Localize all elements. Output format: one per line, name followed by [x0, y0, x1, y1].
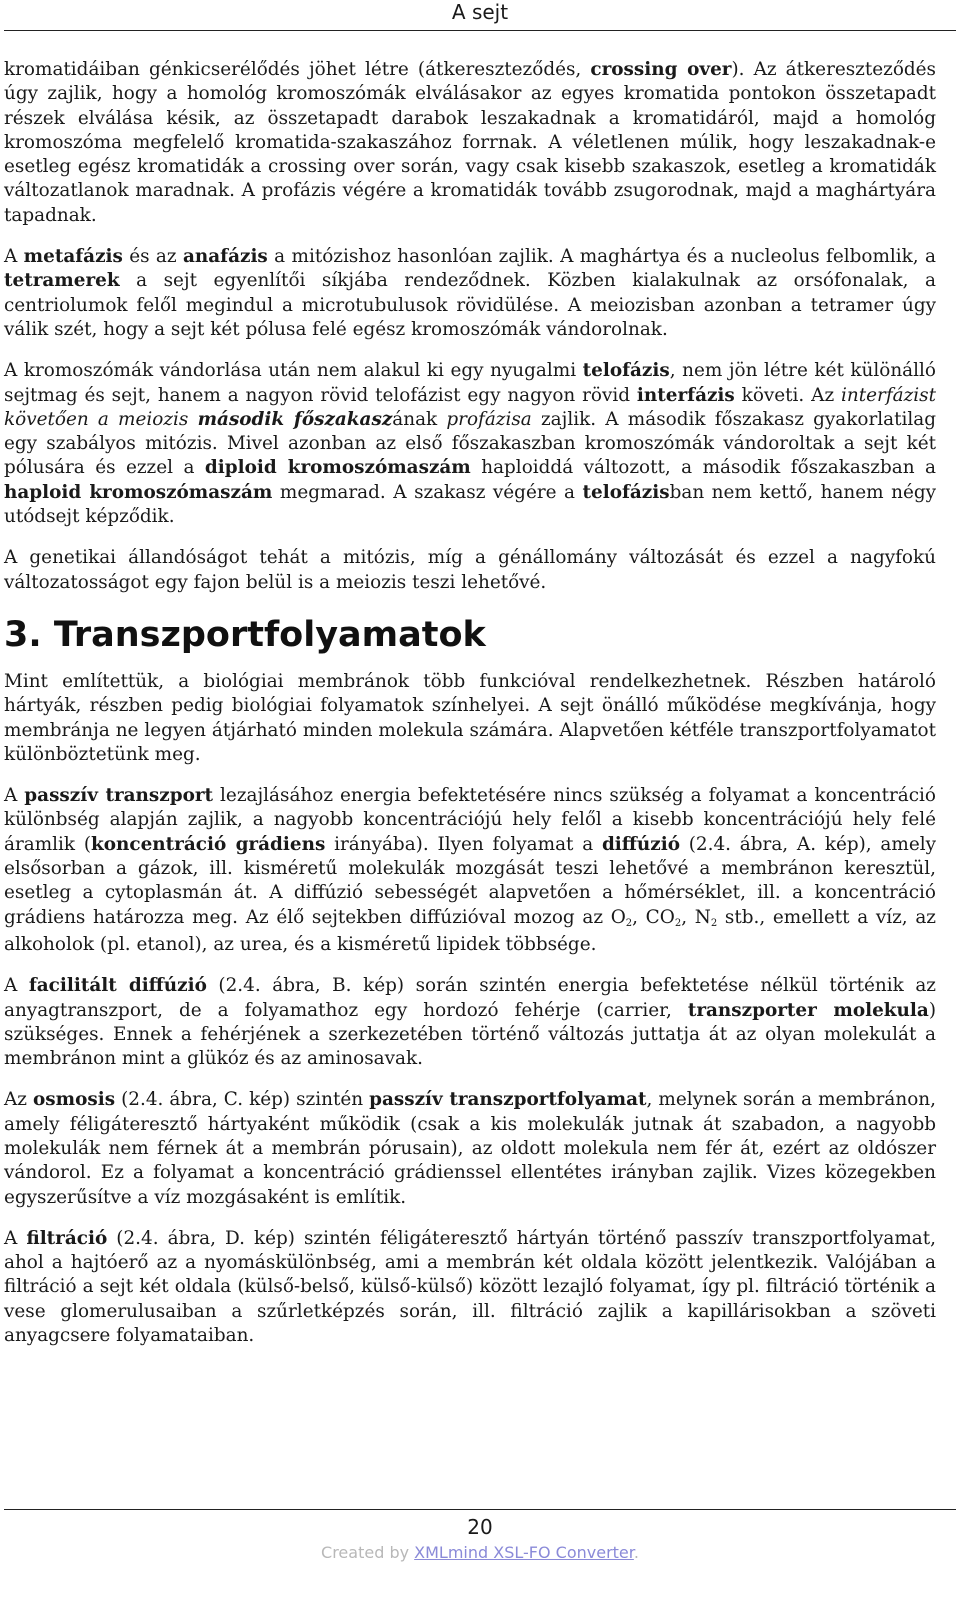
text-run: A — [4, 1227, 27, 1249]
term-osmosis: osmosis — [33, 1089, 116, 1111]
paragraph-passive-transport — [4, 784, 936, 957]
text-run: lezajlásához energia befektetésére nincs szükség a folyamat a koncentráció különbség alapján zajlik, a nagyobb koncentrációjú hely felől a kisebb koncentrációjú hely felé áramlik ( — [4, 785, 936, 855]
paragraph-metaphase-anaphase — [4, 245, 936, 342]
paragraph-membranes-intro — [4, 670, 936, 767]
page-number: 20 — [467, 1515, 493, 1539]
subscript: 2 — [625, 917, 633, 929]
text-run: a mitózishoz hasonlóan zajlik. A maghártya és a nucleolus felbomlik, a — [267, 246, 936, 268]
text-run: kromatidáiban génkicserélődés jöhet létre (átkereszteződés, — [4, 59, 591, 80]
document-body — [4, 58, 936, 1365]
term-passziv-transzport: passzív transzport — [24, 785, 214, 807]
term-telofazis: telofázis — [582, 481, 670, 503]
text-run: ban nem kettő, hanem négy utódsejt képződik. — [4, 481, 936, 528]
text-run: (2.4. ábra, A. kép), amely elsősorban a gázok, ill. kisméretű molekulák mozgását teszi lehetővé a membránon keresztül, esetleg a cytoplasmán át. A diffúzió sebességét alapvetően a hőmérséklet, ill. a koncentráció grádiens határozza meg. Az élő sejtekben diffúzióval mozog az O — [4, 833, 936, 928]
text-run: megmarad. A szakasz végére a — [272, 481, 583, 503]
paragraph-genetic-stability — [4, 546, 936, 595]
text-run: ). Az átkereszteződés úgy zajlik, hogy a homológ kromoszómák elválásakor az egyes kromatida pontokon összetapadt részek elválása késik, az összetapadt darabok leszakadnak a kromatidáról, majd a homológ kromoszóma megfelelő kromatida-szakaszához forrnak. A véletlenen múlik, hogy leszakadnak-e esetleg egész kromatidák a crossing over során, vagy csak kisebb szakaszok, esetleg a kromatidák változatlanok maradnak. A profázis végére a kromatidák tovább zsugorodnak, majd a maghártyára tapadnak. — [4, 59, 936, 226]
text-run: A — [4, 975, 29, 997]
term-haploid-kromoszomaszam: haploid kromoszómaszám — [4, 481, 273, 503]
text-run: stb., emellett a víz, az alkoholok (pl. etanol), az urea, és a kisméretű lipidek többsége. — [4, 906, 936, 955]
paragraph-osmosis — [4, 1088, 936, 1209]
text-run: zajlik. A második főszakasz gyakorlatilag egy szabályos mitózis. Mivel azonban az első főszakaszban kromoszómák vándoroltak a sejt két pólusára és ezzel a — [4, 408, 936, 479]
text-run: Mint említettük, a biológiai membránok több funkcióval rendelkezhetnek. Részben határoló hártyák, részben pedig biológiai folyamatok színhelyei. A sejt önálló működése megkívánja, hogy membránja ne legyen átjárható minden molekula számára. Alapvetően kétféle transzportfolyamatot különböztetünk meg. — [4, 670, 936, 765]
text-run: A genetikai állandóságot tehát a mitózis, míg a génállomány változását és ezzel a nagyfokú változatosságot egy fajon belül is a meiozis teszi lehetővé. — [4, 547, 936, 593]
credit-prefix: Created by — [321, 1543, 415, 1562]
text-run: (2.4. ábra, D. kép) szintén féligáteresztő hártyán történő passzív transzportfolyamat, ahol a hajtóerő az a nyomáskülönbség, ami a membrán két oldala között jelentkezik. Valójában a filtráció a sejt két oldala (külső-belső, külső-külső) között lezajló folyamat, így pl. filtráció történik a vese glomerulusaiban a szűrletképzés során, ill. filtráció zajlik a kapillárisokban a szöveti anyagcsere folyamataiban. — [4, 1227, 936, 1347]
text-run: , nem jön létre két különálló sejtmag és sejt, hanem a nagyon rövid telofázist egy nagyon rövid — [4, 360, 936, 406]
text-run: , CO — [632, 906, 675, 928]
subscript: 2 — [710, 917, 718, 929]
text-run: A — [4, 785, 25, 807]
text-run: ) szükséges. Ennek a fehérjének a szerkezetében történő változás juttatja át az olyan molekulát a membránon mint a glükóz és az aminosavak. — [4, 999, 936, 1070]
footer-credit — [0, 1543, 960, 1563]
term-diffuzio: diffúzió — [601, 833, 680, 855]
term-passziv-transzportfolyamat: passzív transzportfolyamat — [369, 1089, 647, 1111]
paragraph-filtration — [4, 1227, 936, 1348]
subscript: 2 — [674, 917, 682, 929]
term-crossing-over: crossing over — [590, 59, 732, 80]
italic-run: interfázist követően a meiozis — [4, 384, 936, 430]
term-interfazis: interfázis — [636, 384, 735, 406]
term-metafazis: metafázis — [23, 246, 123, 268]
paragraph-crossing-over — [4, 58, 936, 228]
credit-suffix: . — [633, 1543, 639, 1562]
text-run: , N — [681, 906, 711, 928]
text-run: A — [4, 246, 24, 268]
term-diploid-kromoszomaszam: diploid kromoszómaszám — [204, 457, 471, 479]
running-header: A sejt — [451, 0, 509, 24]
term-telofazis: telofázis — [582, 360, 670, 382]
italic-profazisa: profázisa — [446, 408, 532, 430]
section-heading: 3. Transzportfolyamatok — [4, 614, 486, 655]
paragraph-facilitated-diffusion — [4, 974, 936, 1071]
header-rule — [4, 30, 956, 31]
paragraph-telophase — [4, 359, 936, 529]
term-facilitalt-diffuzio: facilitált diffúzió — [28, 975, 207, 997]
footer-rule — [4, 1509, 956, 1510]
text-run: (2.4. ábra, B. kép) során szintén energia befektetése nélkül történik az anyagtranszport, de a folyamathoz egy hordozó fehérje (carrier, — [4, 975, 936, 1021]
term-filtracio: filtráció — [26, 1227, 108, 1249]
converter-link[interactable]: XMLmind XSL-FO Converter — [414, 1543, 634, 1562]
term-masodik-foszakasz: második főszakasz — [197, 408, 393, 430]
text-run: irányába). Ilyen folyamat a — [325, 833, 602, 855]
term-tetramerek: tetramerek — [4, 270, 120, 292]
text-run: ának — [392, 408, 447, 430]
term-koncentracio-gradiens: koncentráció grádiens — [91, 833, 326, 855]
text-run: követi. Az — [734, 384, 842, 406]
text-run: (2.4. ábra, C. kép) szintén — [115, 1089, 370, 1111]
text-run: a sejt egyenlítői síkjába rendeződnek. Közben kialakulnak az orsófonalak, a centriolumok felől megindul a microtubulusok rövidülése. A meiozisban azonban a tetramer úgy válik szét, hogy a sejt két pólusa felé egész kromoszómák vándorolnak. — [4, 270, 936, 340]
text-run: A kromoszómák vándorlása után nem alakul ki egy nyugalmi — [4, 360, 583, 382]
text-run: haploiddá változott, a második főszakaszban a — [470, 457, 936, 479]
term-transzporter-molekula: transzporter molekula — [687, 999, 929, 1021]
term-anafazis: anafázis — [182, 246, 268, 268]
text-run: Az — [4, 1089, 34, 1111]
text-run: , melynek során a membránon, amely féligáteresztő hártyaként működik (csak a kis molekulák jutnak át szabadon, a nagyobb molekulák nem férnek át a membrán pórusain), az oldott molekula nem fér át, ezért az oldószer vándorol. Ez a folyamat a koncentráció grádienssel ellentétes irányban zajlik. Vizes közegekben egyszerűsítve a víz mozgásaként is említik. — [4, 1089, 936, 1208]
text-run: és az — [122, 246, 183, 268]
